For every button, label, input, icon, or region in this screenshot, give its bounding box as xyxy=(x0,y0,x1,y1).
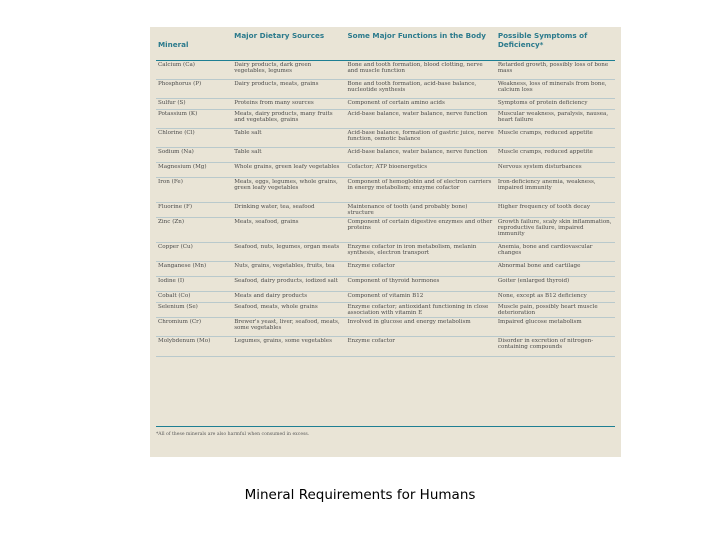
cell-symptoms: Muscle cramps, reduced appetite xyxy=(497,149,593,155)
cell-mineral: Fluorine (F) xyxy=(158,204,193,210)
table-row xyxy=(156,303,615,318)
table-row xyxy=(156,292,615,303)
cell-sources: Seafood, meats, whole grains xyxy=(234,304,318,310)
cell-symptoms: Anemia, bone and cardiovascular changes xyxy=(497,244,593,257)
cell-mineral: Molybdenum (Mo) xyxy=(158,338,211,344)
cell-sources: Table salt xyxy=(234,130,262,136)
cell-sources: Drinking water, tea, seafood xyxy=(234,204,315,210)
cell-sources: Meats, eggs, legumes, whole grains, green leafy vegetables xyxy=(234,179,338,192)
cell-mineral: Magnesium (Mg) xyxy=(158,164,207,170)
cell-mineral: Iron (Fe) xyxy=(158,179,183,185)
cell-sources: Dairy products, meats, grains xyxy=(234,81,319,87)
mineral-table xyxy=(150,27,621,457)
table-row xyxy=(156,178,615,203)
cell-symptoms: Abnormal bone and cartilage xyxy=(497,263,581,269)
table-row xyxy=(156,203,615,218)
cell-functions: Component of certain amino acids xyxy=(347,100,445,106)
cell-functions: Acid-base balance, water balance, nerve function xyxy=(347,149,488,155)
footnote-rule xyxy=(156,426,615,427)
cell-symptoms: Impaired glucose metabolism xyxy=(497,319,582,325)
cell-sources: Dairy products, dark green vegetables, legumes xyxy=(234,62,312,75)
cell-sources: Meats, seafood, grains xyxy=(234,219,299,225)
table-row xyxy=(156,110,615,129)
table-row xyxy=(156,218,615,243)
cell-functions: Component of certain digestive enzymes and other proteins xyxy=(347,219,493,232)
table-row xyxy=(156,163,615,178)
cell-functions: Component of vitamin B12 xyxy=(347,293,424,299)
cell-sources: Seafood, dairy products, iodized salt xyxy=(234,278,338,284)
cell-mineral: Manganese (Mn) xyxy=(158,263,207,269)
cell-functions: Involved in glucose and energy metabolism xyxy=(347,319,471,325)
cell-mineral: Sulfur (S) xyxy=(158,100,186,106)
cell-functions: Bone and tooth formation, blood clotting, nerve and muscle function xyxy=(347,62,483,75)
cell-symptoms: Weakness, loss of minerals from bone, calcium loss xyxy=(497,81,607,94)
cell-sources: Whole grains, green leafy vegetables xyxy=(234,164,340,170)
cell-sources: Meats and dairy products xyxy=(234,293,308,299)
cell-mineral: Calcium (Ca) xyxy=(158,62,195,68)
cell-symptoms: None, except as B12 deficiency xyxy=(497,293,587,299)
cell-mineral: Chlorine (Cl) xyxy=(158,130,195,136)
cell-symptoms: Disorder in excretion of nitrogen-containing compounds xyxy=(497,338,594,351)
table-row xyxy=(156,61,615,80)
cell-sources: Nuts, grains, vegetables, fruits, tea xyxy=(234,263,335,269)
cell-functions: Acid-base balance, water balance, nerve function xyxy=(347,111,488,117)
cell-functions: Enzyme cofactor xyxy=(347,263,395,269)
header-symptoms: Possible Symptoms of Deficiency* xyxy=(497,31,588,49)
table-row xyxy=(156,318,615,337)
slide-caption: Mineral Requirements for Humans xyxy=(244,487,476,503)
header-functions: Some Major Functions in the Body xyxy=(347,31,486,40)
cell-functions: Acid-base balance, formation of gastric juice, nerve function, osmotic balance xyxy=(347,130,494,143)
cell-symptoms: Growth failure, scaly skin inflammation, reproductive failure, impaired immunity xyxy=(497,219,612,238)
cell-sources: Proteins from many sources xyxy=(234,100,314,106)
table-row xyxy=(156,277,615,292)
cell-symptoms: Higher frequency of tooth decay xyxy=(497,204,591,210)
cell-functions: Enzyme cofactor; antioxidant functioning in close association with vitamin E xyxy=(347,304,489,317)
table-row xyxy=(156,80,615,99)
cell-mineral: Selenium (Se) xyxy=(158,304,198,310)
cell-sources: Seafood, nuts, legumes, organ meats xyxy=(234,244,340,250)
cell-mineral: Zinc (Zn) xyxy=(158,219,185,225)
cell-functions: Cofactor; ATP bioenergetics xyxy=(347,164,428,170)
table-row xyxy=(156,337,615,357)
cell-symptoms: Muscular weakness, paralysis, nausea, heart failure xyxy=(497,111,609,124)
cell-functions: Component of hemoglobin and of electron carriers in energy metabolism; enzyme cofactor xyxy=(347,179,492,192)
table-row xyxy=(156,129,615,148)
table-row xyxy=(156,99,615,110)
cell-functions: Enzyme cofactor in iron metabolism, melanin synthesis, electron transport xyxy=(347,244,477,257)
cell-symptoms: Retarded growth, possibly loss of bone mass xyxy=(497,62,609,75)
cell-sources: Legumes, grains, some vegetables xyxy=(234,338,332,344)
cell-functions: Bone and tooth formation, acid-base balance, nucleotide synthesis xyxy=(347,81,477,94)
cell-mineral: Chromium (Cr) xyxy=(158,319,202,325)
cell-mineral: Potassium (K) xyxy=(158,111,198,117)
cell-sources: Table salt xyxy=(234,149,262,155)
cell-symptoms: Nervous system disturbances xyxy=(497,164,582,170)
footnote: *All of these minerals are also harmful when consumed in excess. xyxy=(156,432,310,437)
table-body xyxy=(156,61,615,357)
cell-sources: Brewer's yeast, liver, seafood, meats, some vegetables xyxy=(234,319,340,332)
table-row xyxy=(156,243,615,262)
header-mineral: Mineral xyxy=(158,40,189,49)
cell-symptoms: Muscle cramps, reduced appetite xyxy=(497,130,593,136)
cell-functions: Enzyme cofactor xyxy=(347,338,395,344)
cell-symptoms: Muscle pain, possibly heart muscle deterioration xyxy=(497,304,598,317)
table-row xyxy=(156,262,615,277)
table-header xyxy=(156,27,615,61)
cell-sources: Meats, dairy products, many fruits and vegetables, grains xyxy=(234,111,333,124)
table-row xyxy=(156,148,615,163)
cell-functions: Component of thyroid hormones xyxy=(347,278,440,284)
cell-symptoms: Symptoms of protein deficiency xyxy=(497,100,588,106)
cell-mineral: Copper (Cu) xyxy=(158,244,193,250)
cell-symptoms: Goiter (enlarged thyroid) xyxy=(497,278,570,284)
cell-mineral: Phosphorus (P) xyxy=(158,81,202,87)
cell-mineral: Iodine (I) xyxy=(158,278,185,284)
header-sources: Major Dietary Sources xyxy=(234,31,325,40)
cell-mineral: Sodium (Na) xyxy=(158,149,194,155)
cell-functions: Maintenance of tooth (and probably bone) structure xyxy=(347,204,468,217)
cell-mineral: Cobalt (Co) xyxy=(158,293,191,299)
cell-symptoms: Iron-deficiency anemia, weakness, impaired immunity xyxy=(497,179,596,192)
